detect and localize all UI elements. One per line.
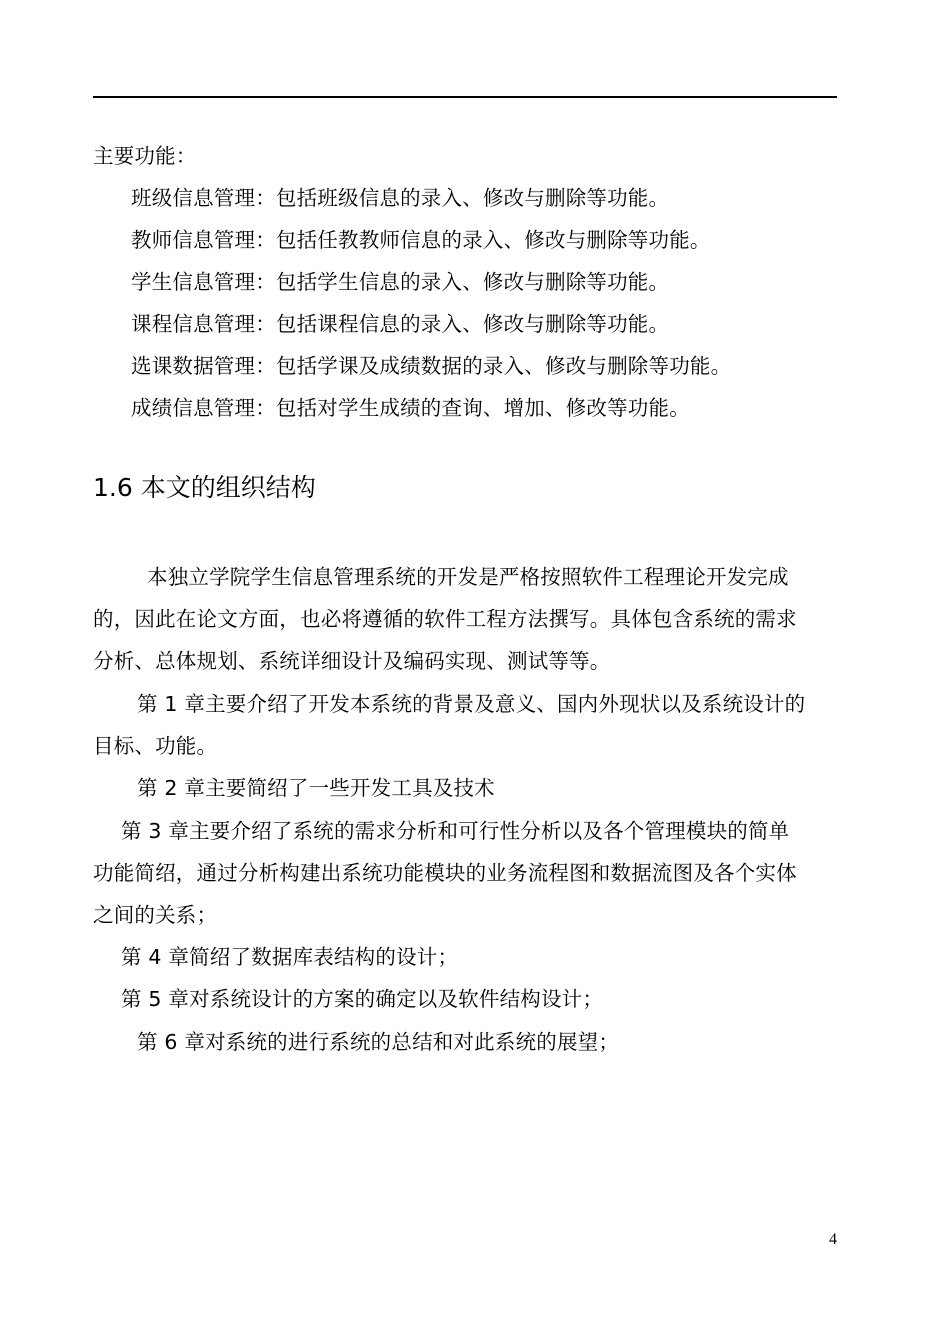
page-number: 4 xyxy=(829,1231,837,1248)
body-line: 第 3 章主要介绍了系统的需求分析和可行性分析以及各个管理模块的简单 xyxy=(121,819,790,843)
body-line: 第 6 章对系统的进行系统的总结和对此系统的展望； xyxy=(137,1030,620,1054)
feature-item: 成绩信息管理：包括对学生成绩的查询、增加、修改等功能。 xyxy=(131,396,690,420)
feature-item: 教师信息管理：包括任教教师信息的录入、修改与删除等功能。 xyxy=(131,228,711,252)
body-line: 分析、总体规划、系统详细设计及编码实现、测试等等。 xyxy=(93,649,611,673)
body-line: 第 5 章对系统设计的方案的确定以及软件结构设计； xyxy=(121,987,604,1011)
intro-label: 主要功能： xyxy=(93,144,197,168)
feature-item: 选课数据管理：包括学课及成绩数据的录入、修改与删除等功能。 xyxy=(131,354,732,378)
body-line: 之间的关系； xyxy=(93,903,218,927)
body-line: 本独立学院学生信息管理系统的开发是严格按照软件工程理论开发完成 xyxy=(147,565,789,589)
feature-item: 学生信息管理：包括学生信息的录入、修改与删除等功能。 xyxy=(131,270,670,294)
section-heading: 1.6 本文的组织结构 xyxy=(93,473,316,502)
body-line: 功能简绍，通过分析构建出系统功能模块的业务流程图和数据流图及各个实体 xyxy=(93,861,797,885)
body-line: 目标、功能。 xyxy=(93,734,218,758)
body-line: 的，因此在论文方面，也必将遵循的软件工程方法撰写。具体包含系统的需求 xyxy=(93,607,797,631)
feature-item: 班级信息管理：包括班级信息的录入、修改与删除等功能。 xyxy=(131,186,670,210)
body-line: 第 1 章主要介绍了开发本系统的背景及意义、国内外现状以及系统设计的 xyxy=(137,692,806,716)
body-line: 第 4 章简绍了数据库表结构的设计； xyxy=(121,945,459,969)
header-rule xyxy=(93,96,837,98)
feature-item: 课程信息管理：包括课程信息的录入、修改与删除等功能。 xyxy=(131,312,670,336)
body-line: 第 2 章主要简绍了一些开发工具及技术 xyxy=(137,776,495,800)
